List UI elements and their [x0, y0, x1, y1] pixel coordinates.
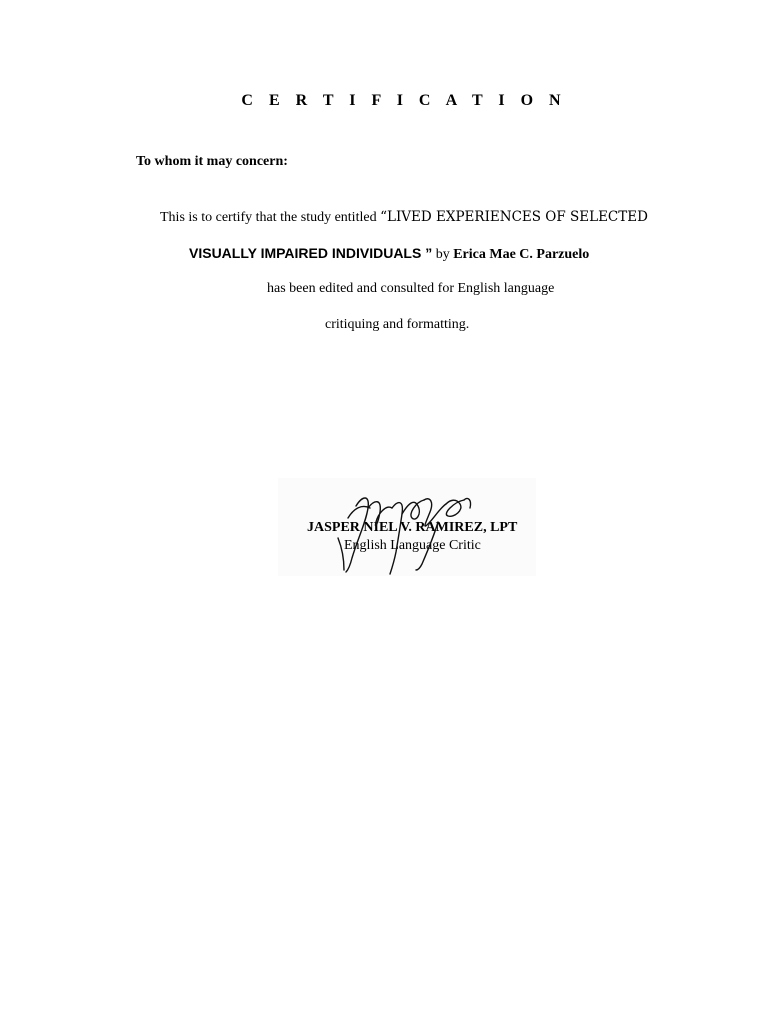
- salutation: To whom it may concern:: [136, 154, 288, 169]
- body-line-3: has been edited and consulted for English language: [267, 281, 555, 296]
- body-line-4: critiquing and formatting.: [325, 317, 470, 332]
- handwritten-signature: [278, 478, 536, 576]
- signer-name: JASPER NIEL V. RAMIREZ, LPT: [307, 520, 518, 535]
- by-word: by: [432, 247, 454, 262]
- signer-role: English Language Critic: [344, 538, 481, 553]
- signature-block: [278, 478, 536, 576]
- page-title: C E R T I F I C A T I O N: [241, 92, 567, 109]
- body-line-2: [189, 245, 589, 263]
- study-title-part-2: VISUALLY IMPAIRED INDIVIDUALS ”: [189, 245, 433, 261]
- study-title-part-1: “LIVED EXPERIENCES OF SELECTED: [380, 209, 648, 225]
- body-line-1: [160, 209, 648, 226]
- author-name: Erica Mae C. Parzuelo: [453, 247, 590, 262]
- body-line-1-prefix: This is to certify that the study entitled: [160, 210, 381, 225]
